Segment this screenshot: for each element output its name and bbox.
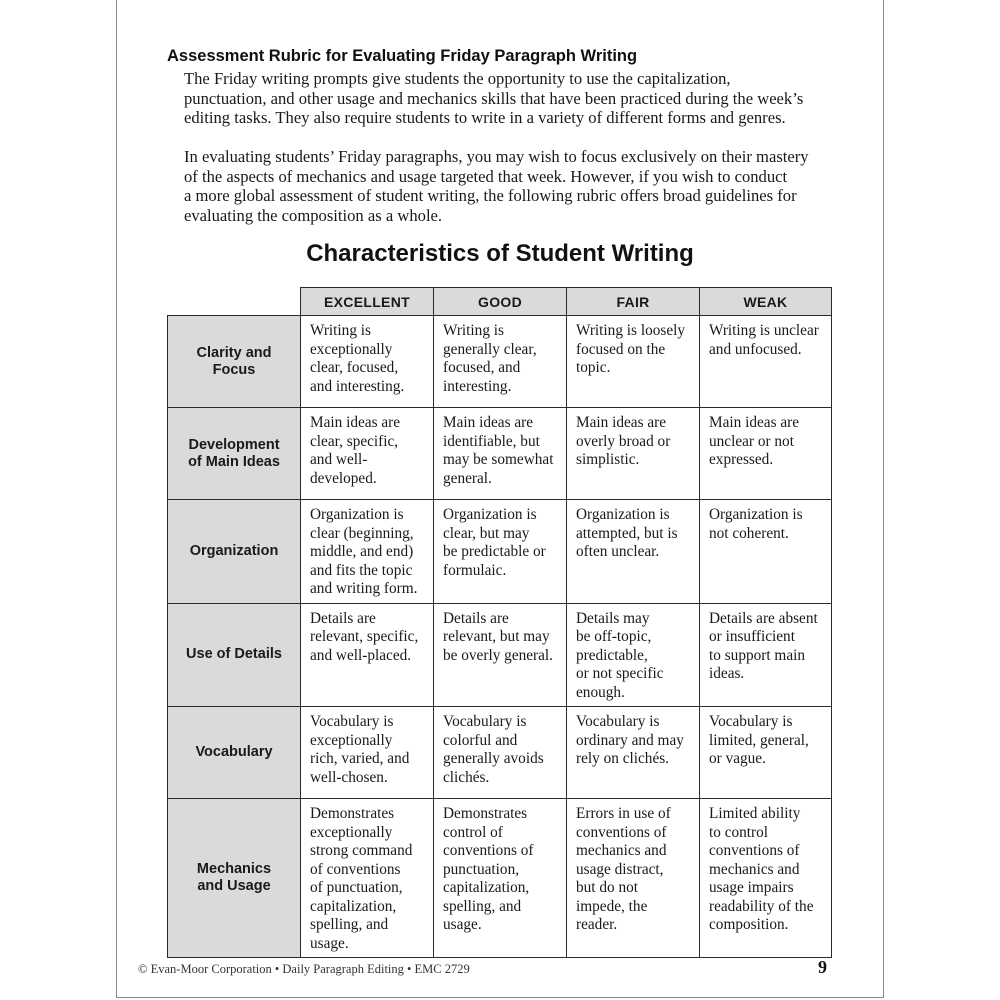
cell-line: conventions of [709,842,800,859]
cell-organization-good [434,500,567,604]
cell-mechanics-and-usage-fair [567,799,700,958]
row-header-line: Mechanics [196,861,272,877]
cell-line: composition. [709,916,789,933]
cell-line: control of [443,823,503,841]
cell-development-of-main-ideas-fair [567,408,700,500]
cell-line: or insufficient [709,628,795,645]
cell-line: Writing is [443,322,504,339]
cell-line: exceptionally [310,340,393,358]
paragraph-line: evaluating the composition as a whole. [184,205,443,225]
cell-line: attempted, but is [576,524,678,542]
cell-line: focused, and [443,359,521,376]
cell-line: but do not [576,879,639,896]
cell-line: Vocabulary is [443,713,527,730]
cell-line: topic. [576,359,611,376]
cell-line: usage. [310,934,349,952]
cell-line: ordinary and may [576,731,684,749]
cell-line: reader. [576,916,618,933]
table-row [168,316,832,408]
cell-line: and writing form. [310,580,418,597]
cell-line: rely on clichés. [576,750,670,767]
cell-line: Vocabulary is [310,713,394,730]
cell-line: predictable, [576,646,648,664]
cell-line: conventions of [576,823,667,841]
cell-line: exceptionally [310,731,393,749]
cell-line: relevant, specific, [310,628,419,645]
rubric-heading: Assessment Rubric for Evaluating Friday Paragraph Writing [167,47,638,65]
row-header-clarity-and-focus [168,316,301,408]
row-header-line: Organization [189,542,279,559]
cell-line: identifiable, but [443,432,540,450]
row-header-line: Development [188,436,280,453]
row-header-line: Clarity and [196,344,272,361]
cell-line: spelling, and [310,916,389,933]
cell-line: middle, and end) [310,543,414,560]
cell-use-of-details-good [434,603,567,707]
cell-line: to support main [709,646,806,664]
column-header-excellent: EXCELLENT [301,288,434,316]
cell-line: Limited ability [709,805,801,822]
cell-line: enough. [576,683,625,701]
cell-line: of punctuation, [310,879,403,896]
cell-line: Main ideas are [443,414,534,431]
paragraph-line: punctuation, and other usage and mechanics skills that have been practiced during the week’s [184,88,804,108]
cell-line: Organization is [709,506,803,523]
table-row [168,603,832,707]
cell-development-of-main-ideas-weak [700,408,832,500]
cell-line: Main ideas are [310,414,401,431]
cell-development-of-main-ideas-good [434,408,567,500]
footer-copyright: © Evan-Moor Corporation • Daily Paragraph Editing • EMC 2729 [138,962,470,976]
table-row [168,799,832,958]
cell-line: Demonstrates [443,805,528,822]
cell-use-of-details-excellent [301,603,434,707]
column-header-fair: FAIR [567,288,700,316]
column-header-good: GOOD [434,288,567,316]
cell-line: clear (beginning, [310,524,414,542]
table-row [168,500,832,604]
page-number: 9 [818,957,827,977]
cell-line: not coherent. [709,524,789,542]
cell-mechanics-and-usage-excellent [301,799,434,958]
cell-line: be predictable or [443,543,546,560]
cell-line: capitalization, [310,897,397,915]
cell-line: interesting. [443,377,512,395]
intro-paragraph-1 [184,69,844,128]
paragraph-line: editing tasks. They also require students to write in a variety of different forms and genres. [184,108,786,127]
cell-clarity-and-focus-excellent [301,316,434,408]
cell-line: often unclear. [576,543,660,560]
cell-line: overly broad or [576,432,671,450]
cell-line: Errors in use of [576,805,671,822]
cell-mechanics-and-usage-good [434,799,567,958]
cell-line: and fits the topic [310,561,413,579]
cell-line: unclear or not [709,432,794,450]
cell-line: punctuation, [443,860,520,878]
cell-line: Writing is unclear [709,322,819,339]
cell-line: ideas. [709,665,745,682]
table-row [168,707,832,799]
cell-line: mechanics and [709,860,800,878]
cell-line: or not specific [576,665,664,682]
row-header-vocabulary [168,707,301,799]
row-header-line: Use of Details [186,646,282,663]
intro-paragraph-2 [184,147,844,225]
cell-line: Organization is [443,506,537,523]
cell-line: clear, focused, [310,359,399,376]
cell-organization-excellent [301,500,434,604]
cell-line: clear, but may [443,524,530,542]
cell-line: Writing is [310,322,371,339]
cell-line: exceptionally [310,823,393,841]
cell-line: spelling, and [443,897,522,915]
cell-line: usage. [443,916,482,933]
cell-line: limited, general, [709,731,809,749]
cell-line: readability of the [709,897,814,915]
cell-line: or vague. [709,750,766,767]
row-header-mechanics-and-usage [168,799,301,958]
cell-line: and interesting. [310,377,405,395]
cell-use-of-details-weak [700,603,832,707]
header-row [168,288,832,316]
row-header-line: Focus [212,361,256,378]
cell-line: Vocabulary is [709,713,793,730]
cell-line: clichés. [443,768,490,786]
cell-line: Vocabulary is [576,713,660,730]
paragraph-line: a more global assessment of student writing, the following rubric offers broad guidelines for [184,186,797,205]
cell-organization-fair [567,500,700,604]
cell-mechanics-and-usage-weak [700,799,832,958]
row-header-use-of-details [168,603,301,707]
cell-clarity-and-focus-good [434,316,567,408]
cell-line: be off-topic, [576,628,652,645]
cell-line: expressed. [709,451,774,468]
cell-line: strong command [310,842,413,859]
cell-clarity-and-focus-fair [567,316,700,408]
cell-vocabulary-good [434,707,567,799]
row-header-line: Vocabulary [195,744,273,760]
cell-line: Main ideas are [576,414,667,431]
row-header-organization [168,500,301,604]
cell-line: relevant, but may [443,628,550,645]
cell-line: capitalization, [443,879,530,896]
cell-line: clear, specific, [310,432,399,450]
cell-line: and unfocused. [709,340,802,358]
cell-line: developed. [310,469,377,487]
cell-line: of conventions [310,860,401,878]
table-corner [168,288,301,316]
cell-line: and well-placed. [310,646,412,664]
cell-line: conventions of [443,842,534,859]
cell-line: may be somewhat [443,451,554,468]
cell-line: simplistic. [576,451,640,468]
cell-line: Organization is [576,506,670,523]
cell-line: general. [443,469,492,487]
cell-use-of-details-fair [567,603,700,707]
row-header-development-of-main-ideas [168,408,301,500]
column-header-weak: WEAK [700,288,832,316]
cell-vocabulary-fair [567,707,700,799]
cell-organization-weak [700,500,832,604]
cell-line: and well- [310,451,368,468]
paragraph-line: The Friday writing prompts give students the opportunity to use the capitalization, [184,69,731,88]
cell-line: usage impairs [709,879,794,896]
cell-line: to control [709,823,769,841]
table-row [168,408,832,500]
paragraph-line: In evaluating students’ Friday paragraphs, you may wish to focus exclusively on their mastery [184,147,809,166]
cell-line: Details are [310,609,376,627]
row-header-line: and Usage [197,878,271,894]
table-title: Characteristics of Student Writing [306,240,694,267]
cell-line: impede, the [576,897,648,915]
cell-vocabulary-weak [700,707,832,799]
rubric-table [167,287,832,958]
cell-line: Main ideas are [709,414,800,431]
cell-line: well-chosen. [310,768,388,786]
cell-vocabulary-excellent [301,707,434,799]
cell-line: Details are [443,609,509,627]
cell-line: Demonstrates [310,805,395,822]
paragraph-line: of the aspects of mechanics and usage targeted that week. However, if you wish to conduct [184,166,788,186]
cell-line: generally clear, [443,340,537,358]
cell-line: usage distract, [576,860,664,878]
cell-development-of-main-ideas-excellent [301,408,434,500]
cell-line: rich, varied, and [310,750,410,767]
cell-line: be overly general. [443,646,553,664]
cell-line: generally avoids [443,750,544,767]
cell-line: colorful and [443,731,518,749]
cell-line: Details are absent [709,609,818,627]
cell-line: formulaic. [443,561,507,579]
cell-line: Details may [576,609,650,627]
cell-line: mechanics and [576,842,667,859]
cell-line: focused on the [576,340,666,358]
cell-line: Organization is [310,506,404,523]
cell-line: Writing is loosely [576,322,686,339]
cell-clarity-and-focus-weak [700,316,832,408]
row-header-line: of Main Ideas [188,453,280,470]
